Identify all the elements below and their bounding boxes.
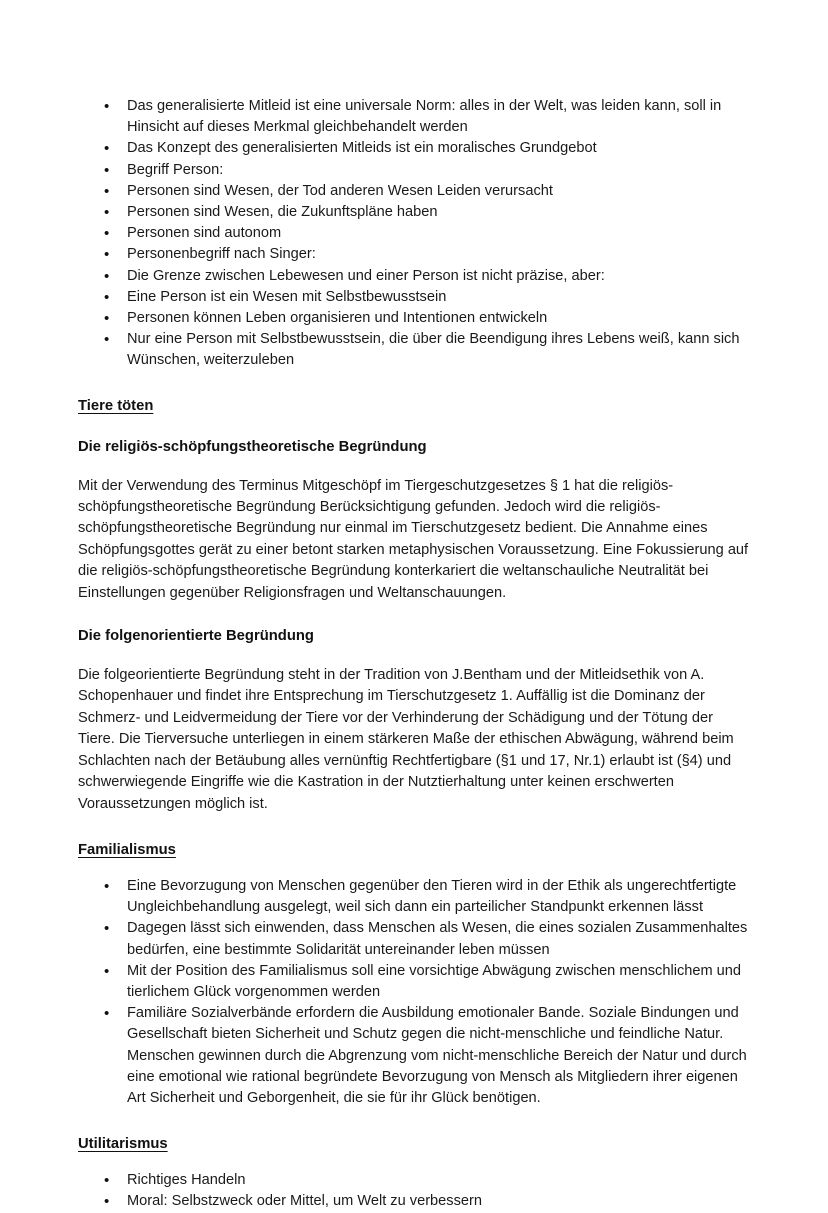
- section-heading-tiere-toeten: Tiere töten: [78, 397, 154, 414]
- spacer: [78, 860, 750, 876]
- spacer: [78, 416, 750, 437]
- section-heading-tiere-toeten-wrap: [78, 396, 750, 416]
- list-item: • Die Grenze zwischen Lebewesen und einer Person ist nicht präzise, aber:: [78, 266, 750, 287]
- spacer: [78, 1109, 750, 1134]
- list-item: • Personenbegriff nach Singer:: [78, 244, 750, 265]
- list-item: • Eine Person ist ein Wesen mit Selbstbewusstsein: [78, 287, 750, 308]
- list-item: • Personen sind Wesen, der Tod anderen Wesen Leiden verursacht: [78, 181, 750, 202]
- spacer: [78, 457, 750, 476]
- list-item: • Begriff Person:: [78, 160, 750, 181]
- spacer: [78, 1154, 750, 1170]
- paragraph-religioese-begruendung: Mit der Verwendung des Terminus Mitgeschöpf im Tiergeschutzgesetzes § 1 hat die religiös-schöpfungstheoretische Begründung Berücksichtigung gefunden. Jedoch wird die religiös-schöpfungstheoretische Begründung nur einmal im Tierschutzgesetz bedient. Die Annahme eines Schöpfungsgottes gerät zu einer betont starken metaphysischen Voraussetzung. Eine Fokussierung auf die religiös-schöpfungstheoretische Begründung konterkariert die weltanschauliche Neutralität bei Einstellungen gegenüber Religionsfragen und Weltanschauungen.: [78, 477, 749, 601]
- list-item: • Eine Bevorzugung von Menschen gegenüber den Tieren wird in der Ethik als ungerechtfertigte Ungleichbehandlung ausgelegt, weil sich dann ein parteilicher Standpunkt erkennen lässt: [78, 876, 750, 918]
- document-body: [78, 96, 750, 1213]
- list-item: • Dagegen lässt sich einwenden, dass Menschen als Wesen, die eines sozialen Zusammenhaltes bedürfen, eine bestimmte Solidarität untereinander leben müssen: [78, 918, 750, 960]
- list-item: • Richtiges Handeln: [78, 1170, 750, 1191]
- bullet-list-personen: [78, 96, 750, 372]
- section-heading-familialismus-wrap: [78, 840, 750, 860]
- spacer: [78, 815, 750, 840]
- spacer: [78, 372, 750, 396]
- paragraph-folgeorientierte-begruendung: Die folgeorientierte Begründung steht in der Tradition von J.Bentham und der Mitleidsethik von A. Schopenhauer und findet ihre Entsprechung im Tierschutzgesetz 1. Auffällig ist die Dominanz der Schmerz- und Leidvermeidung der Tiere vor der Verhinderung der Schädigung und der Tötung der Tiere. Die Tierversuche unterliegen in einem stärkeren Maße der ethischen Abwägung, während beim Schlachten nach der Betäubung alles vernünftig Rechtfertigbare (§1 und 17, Nr.1) erlaubt ist (§4) und schwerwiegende Eingriffe wie die Kastration in der Nutztierhaltung unter keinen erschwerten Voraussetzungen möglich ist.: [78, 667, 734, 812]
- bullet-list-familialismus: [78, 876, 750, 1109]
- list-item: • Personen können Leben organisieren und Intentionen entwickeln: [78, 308, 750, 329]
- list-item: • Moral: Selbstzweck oder Mittel, um Welt zu verbessern: [78, 1191, 750, 1212]
- subheading-folgenorientierte-begruendung: Die folgenorientierte Begründung: [78, 628, 314, 645]
- list-item: • Nur eine Person mit Selbstbewusstsein, die über die Beendigung ihres Lebens weiß, kann sich Wünschen, weiterzuleben: [78, 329, 750, 371]
- subheading-religioes-schoepfungstheoretische-begruendung: Die religiös-schöpfungstheoretische Begründung: [78, 438, 427, 455]
- spacer: [78, 604, 750, 626]
- list-item: • Das Konzept des generalisierten Mitleids ist ein moralisches Grundgebot: [78, 138, 750, 159]
- section-heading-familialismus: Familialismus: [78, 841, 176, 858]
- section-heading-utilitarismus-wrap: [78, 1134, 750, 1154]
- bullet-list-utilitarismus: [78, 1170, 750, 1212]
- spacer: [78, 646, 750, 665]
- list-item: • Personen sind autonom: [78, 223, 750, 244]
- list-item: • Das generalisierte Mitleid ist eine universale Norm: alles in der Welt, was leiden kann, soll in Hinsicht auf dieses Merkmal gleichbehandelt werden: [78, 96, 750, 138]
- list-item: • Mit der Position des Familialismus soll eine vorsichtige Abwägung zwischen menschlichem und tierlichem Glück vorgenommen werden: [78, 961, 750, 1003]
- list-item: • Personen sind Wesen, die Zukunftspläne haben: [78, 202, 750, 223]
- list-item: • Familiäre Sozialverbände erfordern die Ausbildung emotionaler Bande. Soziale Bindungen und Gesellschaft bieten Sicherheit und Schutz gegen die nicht-menschliche und feindliche Natur. Menschen gewinnen durch die Abgrenzung vom nicht-menschliche Bereich der Natur und durch eine emotional wie rational begründete Bevorzugung von Mensch als Mitgliedern ihrer eigenen Art Sicherheit und Geborgenheit, die sie für ihr Glück benötigen.: [78, 1003, 750, 1109]
- section-heading-utilitarismus: Utilitarismus: [78, 1136, 168, 1153]
